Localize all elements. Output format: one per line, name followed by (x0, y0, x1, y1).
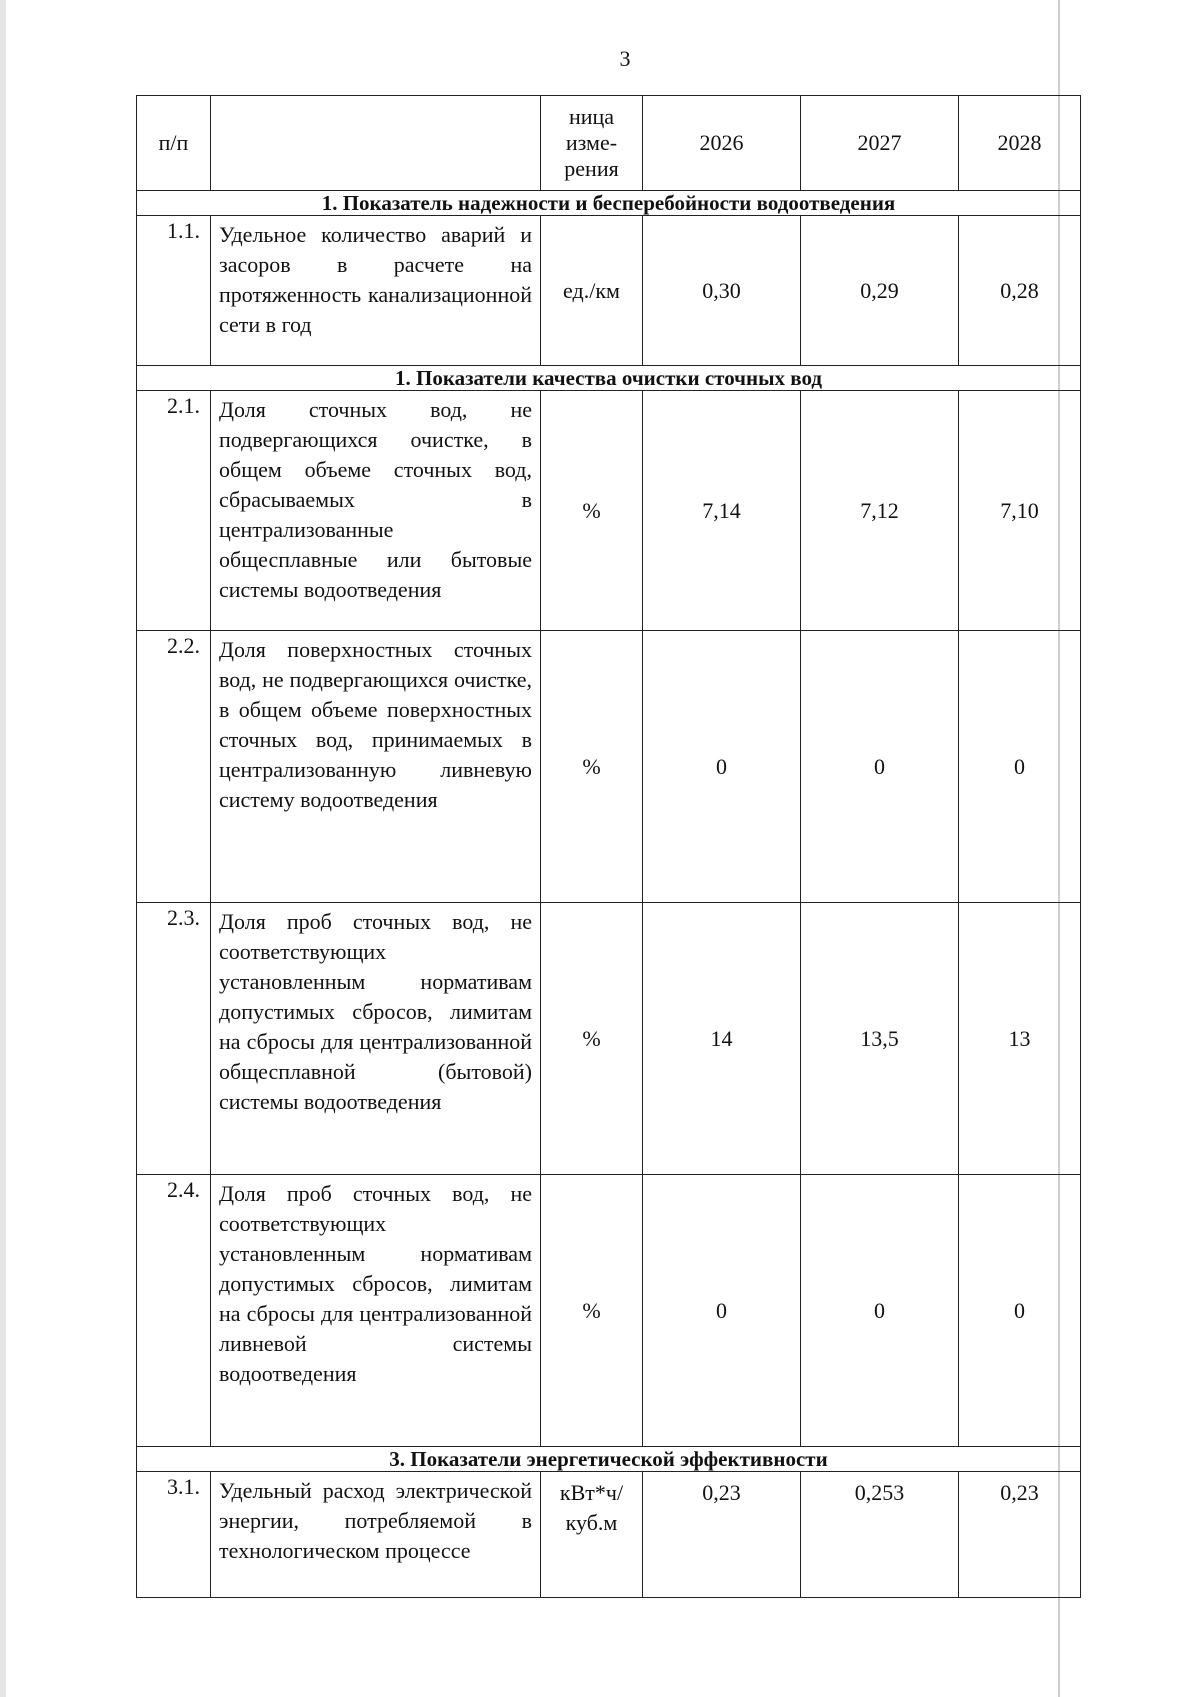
row-number: 2.1. (137, 391, 211, 631)
indicators-table (136, 95, 1081, 1598)
table-row (137, 216, 1081, 366)
section-title: 1. Показатели качества очистки сточных вод (137, 366, 1081, 391)
value-2026: 0 (643, 1175, 801, 1447)
header-unit-line: ница (568, 104, 615, 129)
section-row (137, 366, 1081, 391)
header-year-2028: 2028 (959, 96, 1081, 191)
indicator-name: Удельный расход электрической энергии, потребляемой в технологическом процессе (211, 1472, 541, 1598)
value-2027: 0,29 (801, 216, 959, 366)
value-2026: 0,23 (643, 1472, 801, 1598)
indicator-name: Доля проб сточных вод, не соответствующих установленным нормативам допустимых сбросов, лимитам на сбросы для централизованной ливневой системы водоотведения (211, 1175, 541, 1447)
value-2027: 7,12 (801, 391, 959, 631)
section-title: 3. Показатели энергетической эффективности (137, 1447, 1081, 1472)
row-number: 3.1. (137, 1472, 211, 1598)
indicator-unit: кВт*ч/ куб.м (541, 1472, 643, 1598)
indicator-name: Доля проб сточных вод, не соответствующих установленным нормативам допустимых сбросов, лимитам на сбросы для централизованной общесплавной (бытовой) системы водоотведения (211, 903, 541, 1175)
header-unit-line: изме- (565, 130, 618, 155)
header-num: п/п (137, 96, 211, 191)
header-name (211, 96, 541, 191)
value-2028: 0 (959, 631, 1081, 903)
table-row (137, 391, 1081, 631)
indicator-unit: % (541, 903, 643, 1175)
section-title: 1. Показатель надежности и бесперебойности водоотведения (137, 191, 1081, 216)
table-row (137, 903, 1081, 1175)
value-2026: 7,14 (643, 391, 801, 631)
row-number: 2.3. (137, 903, 211, 1175)
header-year-2027: 2027 (801, 96, 959, 191)
value-2028: 0,23 (959, 1472, 1081, 1598)
value-2027: 0,253 (801, 1472, 959, 1598)
value-2027: 0 (801, 631, 959, 903)
indicator-unit: % (541, 391, 643, 631)
page-number: 3 (619, 46, 631, 71)
value-2028: 7,10 (959, 391, 1081, 631)
value-2028: 0 (959, 1175, 1081, 1447)
section-row (137, 1447, 1081, 1472)
table-header-row (137, 96, 1081, 191)
header-unit (541, 96, 643, 191)
indicator-unit: % (541, 631, 643, 903)
value-2027: 0 (801, 1175, 959, 1447)
indicator-name: Удельное количество аварий и засоров в расчете на протяженность канализационной сети в год (211, 216, 541, 366)
section-row (137, 191, 1081, 216)
header-unit-line: рения (564, 156, 619, 181)
value-2026: 14 (643, 903, 801, 1175)
value-2026: 0,30 (643, 216, 801, 366)
row-number: 1.1. (137, 216, 211, 366)
table-row (137, 1472, 1081, 1598)
table-row (137, 1175, 1081, 1447)
value-2028: 0,28 (959, 216, 1081, 366)
value-2026: 0 (643, 631, 801, 903)
indicator-name: Доля поверхностных сточных вод, не подвергающихся очистке, в общем объеме поверхностных сточных вод, принимаемых в централизованную ливневую систему водоотведения (211, 631, 541, 903)
value-2028: 13 (959, 903, 1081, 1175)
value-2027: 13,5 (801, 903, 959, 1175)
indicator-name: Доля сточных вод, не подвергающихся очистке, в общем объеме сточных вод, сбрасываемых в централизованные общесплавные или бытовые системы водоотведения (211, 391, 541, 631)
row-number: 2.4. (137, 1175, 211, 1447)
row-number: 2.2. (137, 631, 211, 903)
scan-edge (0, 0, 6, 1697)
indicator-unit: ед./км (541, 216, 643, 366)
header-year-2026: 2026 (643, 96, 801, 191)
table-row (137, 631, 1081, 903)
indicator-unit: % (541, 1175, 643, 1447)
